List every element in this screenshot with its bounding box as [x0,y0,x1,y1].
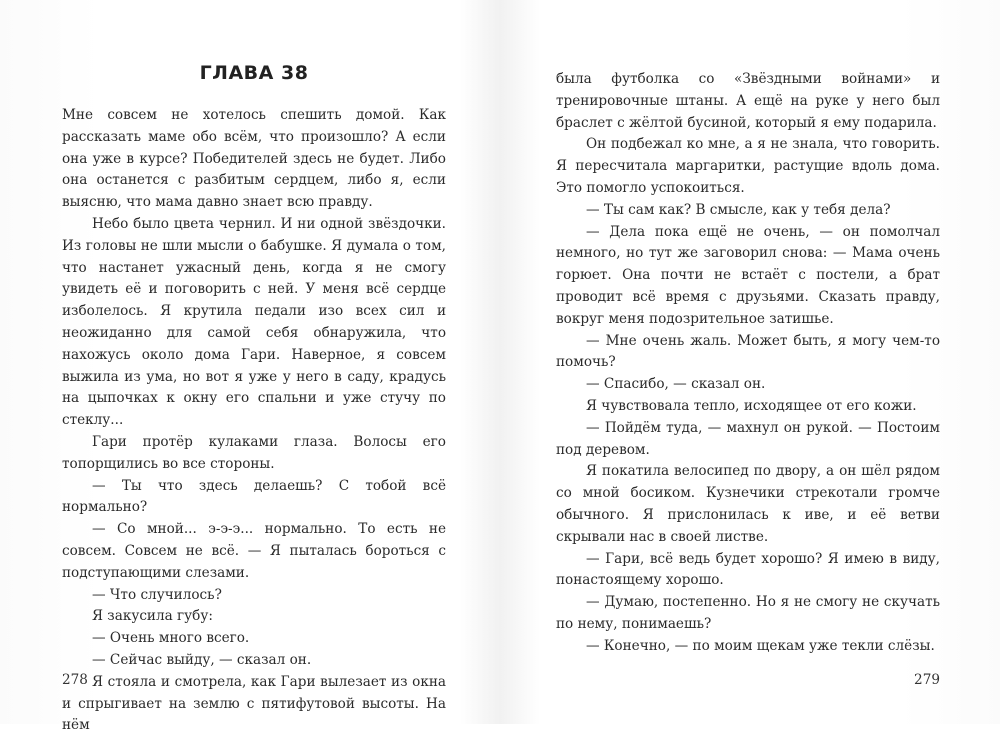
left-page [62,0,446,734]
paragraph: Мне совсем не хотелось спешить домой. Как рассказать маме обо всём, что произошло? А если она уже в курсе? Победителей здесь не будет. Либо она останется с разбитым сердцем, либо я, если выясню, что мама давно знает всю правду. [62,107,446,211]
paragraph: — Очень много всего. [92,630,250,647]
page-number-left: 278 [62,672,88,688]
paragraph: — Спасибо, — сказал он. [586,376,766,393]
paragraph: — Конечно, — по моим щекам уже текли слёзы. [586,637,935,654]
paragraph: — Мне очень жаль. Может быть, я могу чем-то помочь? [556,332,940,371]
paragraph: — Ты что здесь делаешь? С тобой всё нормально? [62,477,446,516]
paragraph: — Дела пока ещё не очень, — он помолчал немного, но тут же заговорил снова: — Мама очень горюет. Она почти не встаёт с постели, а брат проводит всё время с друзьями. Сказать правду, вокруг меня подозрительное затишье. [556,223,940,327]
paragraph: — Ты сам как? В смысле, как у тебя дела? [586,201,891,218]
paragraph: была футболка со «Звёздными войнами» и тренировочные штаны. А ещё на руке у него был браслет с жёлтой бусиной, который я ему подарила. [556,71,940,131]
paragraph: — Сейчас выйду, — сказал он. [92,651,312,668]
paragraph: Я покатила велосипед по двору, а он шёл рядом со мной босиком. Кузнечики стрекотали громче обычного. Я прислонилась к иве, и её ветви скрывали нас в своей листве. [556,463,940,545]
left-page-text [62,105,446,737]
right-page-text [556,69,940,658]
paragraph: Я чувствовала тепло, исходящее от его кожи. [586,397,917,414]
right-page [556,0,940,724]
page-number-right: 279 [914,672,940,688]
paragraph: — Пойдём туда, — махнул он рукой. — Постоим под деревом. [556,419,940,458]
paragraph: Небо было цвета чернил. И ни одной звёздочки. Из головы не шли мысли о бабушке. Я думала о том, что настанет ужасный день, когда я не смогу увидеть её и поговорить с ней. У меня всё сердце изболелось. Я крутила педали изо всех сил и неожиданно для самой себя обнаружила, что нахожусь около дома Гари. Наверное, я совсем выжила из ума, но вот я уже у него в саду, крадусь на цыпочках к окну его спальни и уже стучу по стеклу... [62,215,446,429]
paragraph: — Думаю, постепенно. Но я не смогу не скучать по нему, понимаешь? [556,594,940,632]
paragraph: — Гари, всё ведь будет хорошо? Я имею в виду, понастоящему хорошо. [556,550,940,589]
paragraph: Гари протёр кулаками глаза. Волосы его топорщились во все стороны. [62,433,446,472]
chapter-title: ГЛАВА 38 [199,62,309,84]
paragraph: Я стояла и смотрела, как Гари вылезает из окна и спрыгивает на землю с пятифутовой высоты. На нём [62,673,446,734]
paragraph: — Со мной... э-э-э... нормально. То есть не совсем. Совсем не всё. — Я пыталась бороться с подступающими слезами. [62,521,446,581]
paragraph: — Что случилось? [92,586,222,603]
paragraph: Я закусила губу: [92,608,213,625]
paragraph: Он подбежал ко мне, а я не знала, что говорить. Я пересчитала маргаритки, растущие вдоль дома. Это помогло успокоиться. [556,136,940,196]
